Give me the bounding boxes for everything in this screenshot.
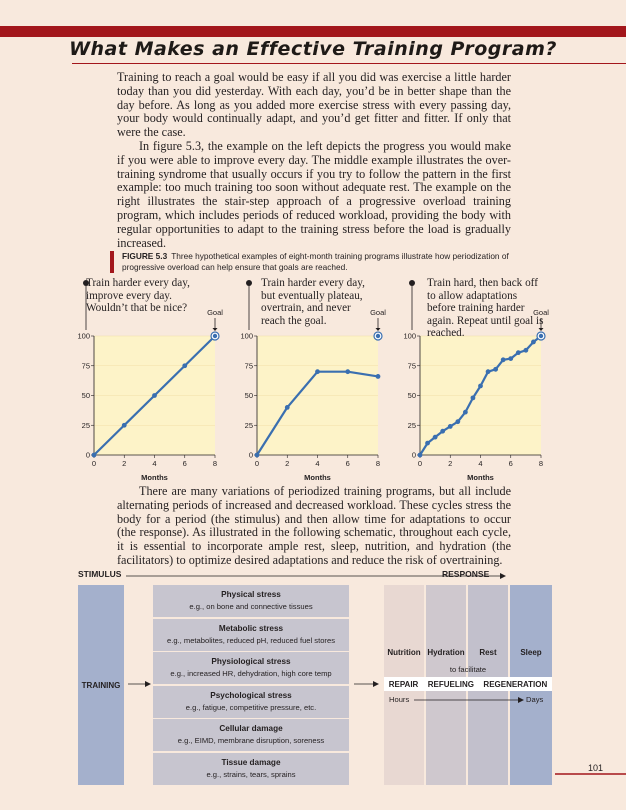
stress-title: Tissue damage bbox=[221, 758, 281, 767]
goal-marker bbox=[376, 334, 380, 338]
data-point bbox=[531, 340, 536, 345]
y-tick-label: 50 bbox=[81, 391, 90, 400]
x-tick-label: 4 bbox=[478, 459, 483, 468]
outcomes-bar bbox=[384, 677, 552, 691]
stress-title: Physical stress bbox=[221, 590, 281, 599]
data-point bbox=[255, 453, 260, 458]
x-axis-label: Months bbox=[141, 473, 168, 482]
intro-paragraph-2: In figure 5.3, the example on the left depicts the progress you would make if you were able to improve every day. The middle example illustrates the over-training syndrome that usually occurs if you try to follow the pattern in the first example: too much training too soon without adequate rest. The example on the right illustrates the stair-step approach of a progressive overload training program, which includes periods of reduced workload, providing the body with regular opportunities to adapt to the training stress before the load is gradually increased. bbox=[117, 138, 511, 250]
y-tick-label: 100 bbox=[77, 331, 90, 341]
y-tick-label: 100 bbox=[403, 331, 416, 341]
data-point bbox=[418, 453, 423, 458]
figure-caption-text: Three hypothetical examples of eight-month training programs illustrate how periodization of progressive overload can help ensure that goals are reached. bbox=[122, 251, 509, 272]
data-point bbox=[516, 350, 521, 355]
hours-label: Hours bbox=[389, 695, 410, 704]
data-point bbox=[425, 441, 430, 446]
data-point bbox=[122, 423, 127, 428]
data-point bbox=[486, 369, 491, 374]
y-tick-label: 75 bbox=[407, 361, 416, 371]
x-tick-label: 8 bbox=[212, 459, 218, 468]
chart-note: Train harder every day, improve every day. Wouldn’t that be nice? bbox=[86, 277, 190, 315]
outcome-regeneration: REGENERATION bbox=[483, 679, 548, 689]
x-tick-label: 0 bbox=[417, 459, 423, 468]
data-point bbox=[440, 429, 445, 434]
stress-item bbox=[153, 619, 349, 651]
outcome-repair: REPAIR bbox=[388, 679, 419, 689]
hours-days-arrow bbox=[414, 697, 524, 703]
data-point bbox=[455, 419, 460, 424]
goal-arrow-head bbox=[213, 328, 218, 331]
stress-item bbox=[153, 686, 349, 718]
intro-text bbox=[117, 71, 511, 250]
data-point bbox=[315, 369, 320, 374]
stress-desc: e.g., on bone and connective tissues bbox=[189, 602, 313, 611]
stress-desc: e.g., strains, tears, sprains bbox=[206, 770, 296, 779]
outcome-refueling: REFUELING bbox=[427, 679, 474, 689]
stress-title: Cellular damage bbox=[219, 724, 283, 734]
y-tick-label: 100 bbox=[240, 331, 253, 341]
x-tick-label: 2 bbox=[285, 459, 290, 468]
goal-label: Goal bbox=[370, 308, 386, 317]
days-label: Days bbox=[526, 695, 544, 704]
data-point bbox=[463, 410, 468, 415]
stress-desc: e.g., metabolites, reduced pH, reduced fuel stores bbox=[166, 635, 335, 645]
x-tick-label: 0 bbox=[91, 459, 97, 468]
figure-label: FIGURE 5.3 bbox=[122, 251, 168, 261]
page-number-rule bbox=[555, 773, 626, 775]
y-tick-label: 0 bbox=[411, 450, 416, 460]
data-point bbox=[285, 405, 290, 410]
goal-label: Goal bbox=[207, 308, 223, 317]
page-number: 101 bbox=[588, 763, 604, 773]
goal-arrow-head bbox=[376, 328, 381, 331]
x-tick-label: 0 bbox=[254, 459, 260, 468]
arrow-to-stress bbox=[126, 680, 152, 688]
stress-item bbox=[153, 652, 349, 684]
data-point bbox=[92, 453, 97, 458]
title-underline bbox=[72, 63, 626, 64]
data-point bbox=[478, 384, 483, 389]
facilitator-rest: Rest bbox=[479, 648, 497, 657]
x-tick-label: 2 bbox=[448, 459, 453, 468]
page-title: What Makes an Effective Training Program? bbox=[69, 38, 557, 60]
y-tick-label: 75 bbox=[81, 361, 90, 371]
stress-item bbox=[153, 719, 349, 751]
chart-overtraining bbox=[237, 272, 397, 480]
data-point bbox=[448, 424, 453, 429]
y-tick-label: 25 bbox=[407, 420, 416, 430]
facilitator-hydration: Hydration bbox=[427, 648, 465, 657]
chart-note: Train harder every day, but eventually plateau, overtrain, and never reach the goal. bbox=[261, 277, 365, 327]
y-tick-label: 50 bbox=[244, 391, 253, 400]
x-axis-label: Months bbox=[304, 473, 331, 482]
stress-item bbox=[153, 753, 349, 785]
x-tick-label: 6 bbox=[508, 459, 513, 468]
x-tick-label: 8 bbox=[375, 459, 381, 468]
arrow-to-response bbox=[352, 680, 380, 688]
facilitator-nutrition: Nutrition bbox=[387, 648, 421, 657]
data-point bbox=[433, 435, 438, 440]
data-point bbox=[376, 374, 381, 379]
stress-desc: e.g., EIMD, membrane disruption, soreness bbox=[177, 736, 325, 746]
note-pin bbox=[246, 280, 252, 286]
data-point bbox=[182, 363, 187, 368]
stress-item bbox=[153, 585, 349, 617]
x-tick-label: 4 bbox=[152, 459, 157, 468]
training-box: TRAINING bbox=[78, 585, 124, 785]
chart-note: Train hard, then back off to allow adaptations before training harder again. Repeat until goal is reached. bbox=[427, 277, 544, 340]
top-accent-bar bbox=[0, 26, 626, 37]
data-point bbox=[501, 357, 506, 362]
data-point bbox=[523, 348, 528, 353]
data-point bbox=[471, 395, 476, 400]
x-axis-label: Months bbox=[467, 473, 494, 482]
x-tick-label: 6 bbox=[345, 459, 350, 468]
to-facilitate-text: to facilitate bbox=[449, 665, 487, 674]
figure-caption bbox=[110, 251, 530, 273]
goal-marker bbox=[213, 334, 217, 338]
x-tick-label: 2 bbox=[122, 459, 127, 468]
y-tick-label: 0 bbox=[85, 450, 90, 460]
y-tick-label: 25 bbox=[81, 420, 90, 430]
goal-label: Goal bbox=[533, 308, 549, 317]
x-tick-label: 6 bbox=[182, 459, 187, 468]
second-paragraph: There are many variations of periodized training programs, but all include alternating periods of increased and decreased workload. These cycles stress the body for a period (the stimulus) and then allow time for adaptations to occur (the response). As illustrated in the following schematic, throughout each cycle, it is essential to incorporate ample rest, sleep, nutrition, and hydration (the facilitators) to optimize desired adaptations and reduce the risk of overtraining. bbox=[117, 484, 511, 567]
stress-desc: e.g., increased HR, dehydration, high core temp bbox=[170, 669, 332, 679]
data-point bbox=[508, 356, 513, 361]
x-tick-label: 4 bbox=[315, 459, 320, 468]
stress-title: Physiological stress bbox=[211, 657, 291, 667]
chart-steady-improvement bbox=[74, 272, 234, 480]
y-tick-label: 75 bbox=[244, 361, 253, 371]
stress-title: Psychological stress bbox=[210, 690, 292, 700]
x-tick-label: 8 bbox=[538, 459, 544, 468]
second-text bbox=[117, 485, 511, 568]
data-point bbox=[493, 367, 498, 372]
y-tick-label: 50 bbox=[407, 391, 416, 400]
intro-paragraph-1: Training to reach a goal would be easy if all you did was exercise a little harder today than you did yesterday. With each day, you’d be in better shape than the day before. As long as you added more exercise stress with every passing day, your body would continually adapt, and you’d get fitter and fitter. If only that were the case. bbox=[117, 70, 511, 140]
response-label: RESPONSE bbox=[442, 569, 490, 579]
facilitator-sleep: Sleep bbox=[520, 648, 542, 657]
chart-progressive-overload bbox=[400, 272, 560, 480]
y-tick-label: 25 bbox=[244, 420, 253, 430]
data-point bbox=[345, 369, 350, 374]
data-point bbox=[152, 393, 157, 398]
stimulus-label: STIMULUS bbox=[78, 569, 122, 579]
note-pin bbox=[409, 280, 415, 286]
stress-title: Metabolic stress bbox=[218, 623, 284, 633]
y-tick-label: 0 bbox=[248, 450, 253, 460]
schematic-header bbox=[78, 569, 548, 581]
stress-desc: e.g., fatigue, competitive pressure, etc. bbox=[185, 702, 317, 712]
